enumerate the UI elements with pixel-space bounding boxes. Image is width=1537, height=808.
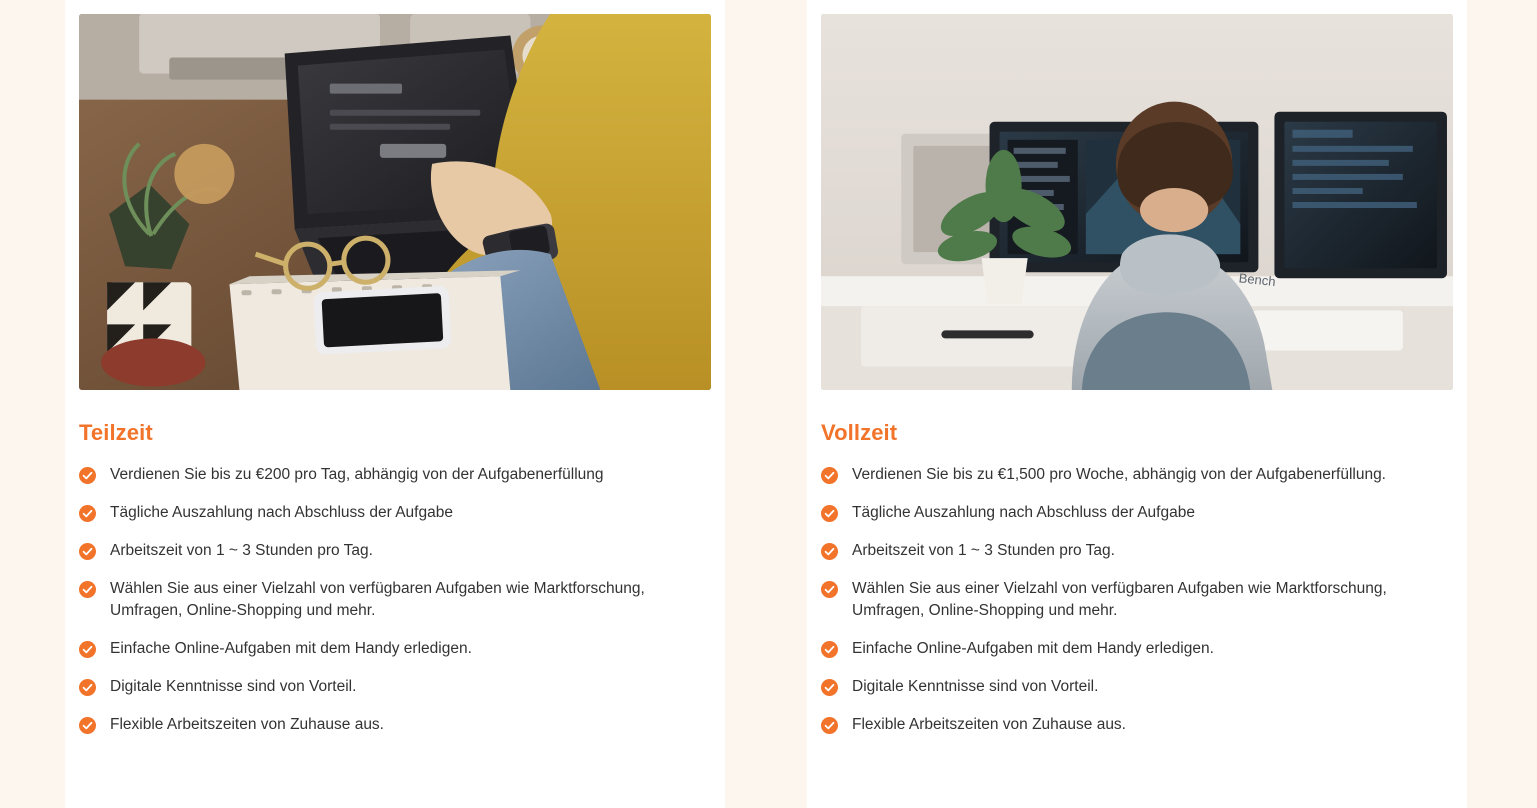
check-circle-icon [79, 717, 96, 734]
list-item [79, 676, 711, 698]
feature-text: Einfache Online-Aufgaben mit dem Handy erledigen. [852, 640, 1214, 657]
check-circle-icon [821, 641, 838, 658]
feature-text: Tägliche Auszahlung nach Abschluss der Aufgabe [852, 504, 1195, 521]
feature-text: Flexible Arbeitszeiten von Zuhause aus. [852, 716, 1126, 733]
feature-text: Verdienen Sie bis zu €1,500 pro Woche, abhängig von der Aufgabenerfüllung. [852, 466, 1386, 483]
feature-text: Digitale Kenntnisse sind von Vorteil. [110, 678, 357, 695]
check-circle-icon [79, 679, 96, 696]
list-item [821, 502, 1453, 524]
teilzeit-photo [79, 14, 711, 390]
check-circle-icon [821, 543, 838, 560]
check-circle-icon [79, 641, 96, 658]
feature-list-teilzeit [79, 464, 711, 736]
list-item [821, 638, 1453, 660]
feature-text: Flexible Arbeitszeiten von Zuhause aus. [110, 716, 384, 733]
card-title-vollzeit: Vollzeit [821, 420, 898, 445]
feature-text: Tägliche Auszahlung nach Abschluss der Aufgabe [110, 504, 453, 521]
check-circle-icon [79, 505, 96, 522]
check-circle-icon [821, 505, 838, 522]
feature-list-vollzeit [821, 464, 1453, 736]
list-item [79, 638, 711, 660]
feature-text: Verdienen Sie bis zu €200 pro Tag, abhängig von der Aufgabenerfüllung [110, 466, 604, 483]
list-item [821, 714, 1453, 736]
feature-text: Arbeitszeit von 1 ~ 3 Stunden pro Tag. [852, 542, 1115, 559]
check-circle-icon [79, 467, 96, 484]
job-card-teilzeit [65, 0, 725, 808]
check-circle-icon [79, 581, 96, 598]
check-circle-icon [821, 717, 838, 734]
svg-text:Bench: Bench [1238, 270, 1277, 290]
feature-text: Arbeitszeit von 1 ~ 3 Stunden pro Tag. [110, 542, 373, 559]
feature-text: Wählen Sie aus einer Vielzahl von verfügbaren Aufgaben wie Marktforschung, Umfragen, Online-Shopping und mehr. [110, 580, 645, 619]
feature-text: Digitale Kenntnisse sind von Vorteil. [852, 678, 1099, 695]
feature-text: Wählen Sie aus einer Vielzahl von verfügbaren Aufgaben wie Marktforschung, Umfragen, Online-Shopping und mehr. [852, 580, 1387, 619]
list-item [79, 502, 711, 524]
list-item [821, 676, 1453, 698]
card-title-teilzeit: Teilzeit [79, 420, 153, 445]
list-item [79, 714, 711, 736]
vollzeit-photo [821, 14, 1453, 390]
list-item [821, 464, 1453, 486]
check-circle-icon [821, 581, 838, 598]
job-card-vollzeit [807, 0, 1467, 808]
list-item [79, 578, 711, 622]
check-circle-icon [821, 679, 838, 696]
check-circle-icon [79, 543, 96, 560]
list-item [821, 578, 1453, 622]
check-circle-icon [821, 467, 838, 484]
feature-text: Einfache Online-Aufgaben mit dem Handy erledigen. [110, 640, 472, 657]
list-item [79, 464, 711, 486]
list-item [79, 540, 711, 562]
list-item [821, 540, 1453, 562]
